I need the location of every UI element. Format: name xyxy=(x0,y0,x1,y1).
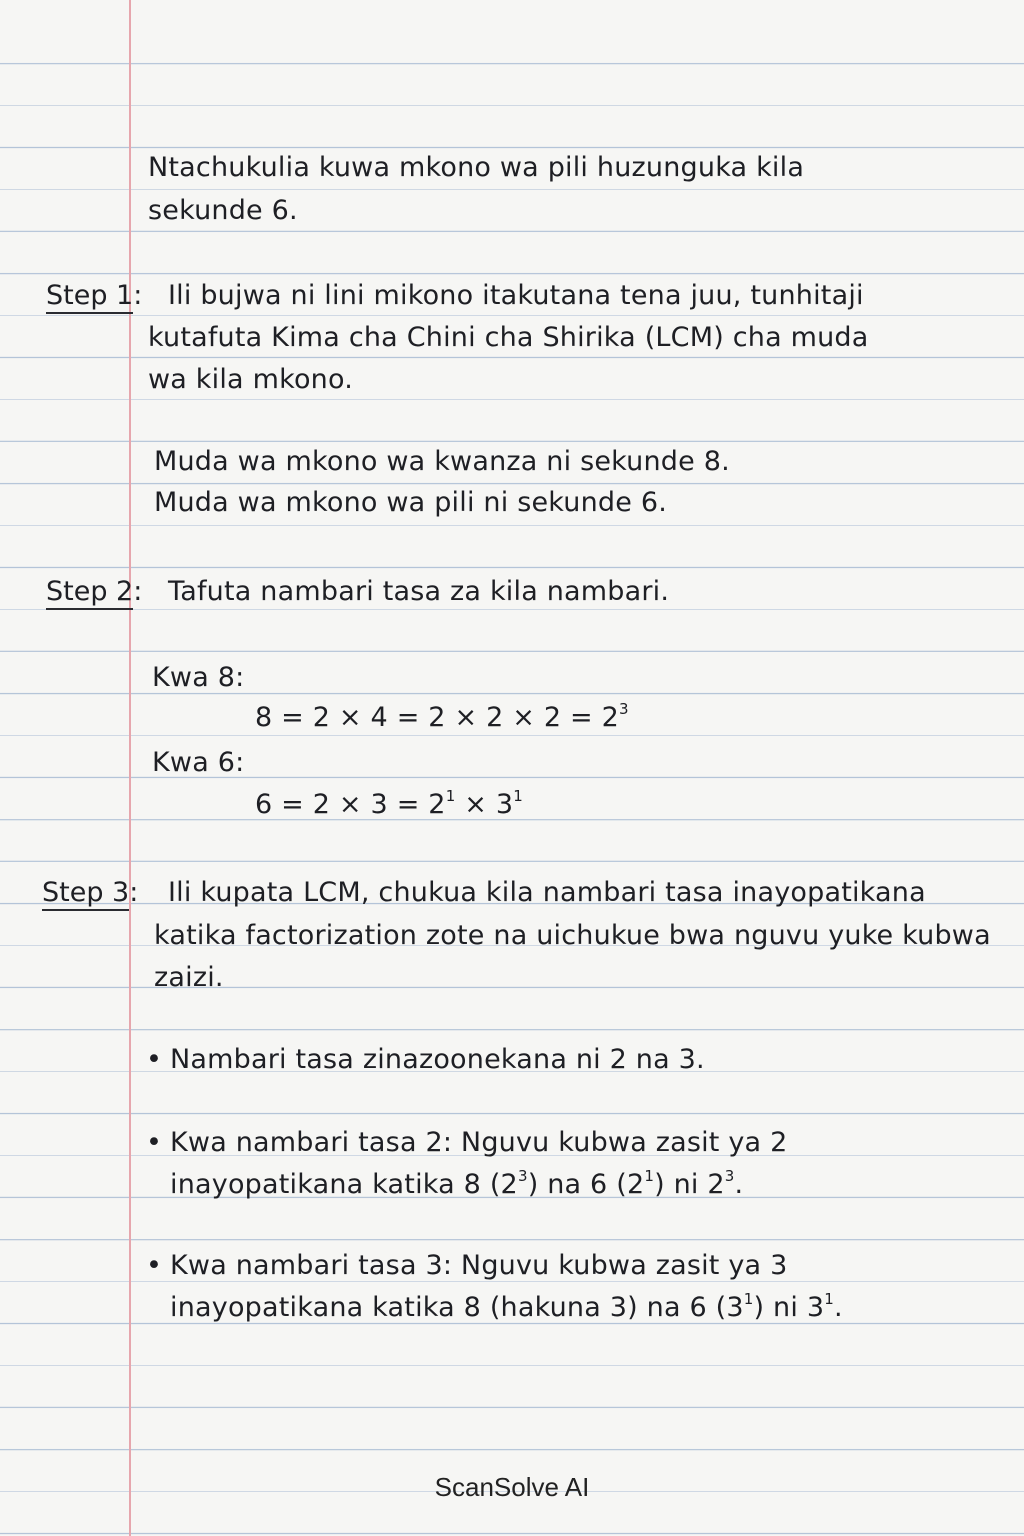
footer-brand: ScanSolve AI xyxy=(434,1472,590,1502)
factorization-8-exponent: 3 xyxy=(618,700,629,718)
bullet-3-line-1 xyxy=(146,1245,787,1287)
step-3-label: Step 3: xyxy=(42,872,138,914)
step-3-line-1: Ili kupata LCM, chukua kila nambari tasa inayopatikana xyxy=(168,877,926,908)
bullet-2-text-c: ) ni 2 xyxy=(654,1169,725,1200)
bullet-3-line-2 xyxy=(170,1287,843,1329)
step-1-line-2: kutafuta Kima cha Chini cha Shirika (LCM) cha muda xyxy=(148,322,869,353)
bullet-2-exp-2: 1 xyxy=(644,1167,655,1185)
kwa-8-label: Kwa 8: xyxy=(152,662,245,693)
factorization-6-text-b: × 3 xyxy=(455,789,514,820)
bullet-2-exp-1: 3 xyxy=(517,1167,528,1185)
factorization-6-text-a: 6 = 2 × 3 = 2 xyxy=(255,789,446,820)
kwa-6-label: Kwa 6: xyxy=(152,747,245,778)
bullet-2-text-a: inayopatikana katika 8 (2 xyxy=(170,1169,518,1200)
factorization-8-text: 8 = 2 × 4 = 2 × 2 × 2 = 2 xyxy=(255,702,619,733)
step-1-line-5: Muda wa mkono wa pili ni sekunde 6. xyxy=(154,487,668,518)
step-3-line-3: zaizi. xyxy=(154,962,224,993)
step-3-label-text: Step 3 xyxy=(42,877,129,911)
bullet-2-text-b: ) na 6 (2 xyxy=(527,1169,645,1200)
factorization-6-exp-1: 1 xyxy=(445,787,456,805)
step-1-label-text: Step 1 xyxy=(46,280,133,314)
bullet-dot: • xyxy=(146,1044,163,1075)
bullet-3-line-1-text: Kwa nambari tasa 3: Nguvu kubwa zasit ya 3 xyxy=(170,1250,788,1281)
bullet-3-text-a: inayopatikana katika 8 (hakuna 3) na 6 (3 xyxy=(170,1292,744,1323)
bullet-1 xyxy=(146,1039,705,1081)
bullet-2-line-2 xyxy=(170,1164,743,1206)
intro-line-2: sekunde 6. xyxy=(148,195,298,226)
intro-line-1: Ntachukulia kuwa mkono wa pili huzunguka kila xyxy=(148,152,805,183)
factorization-6 xyxy=(255,784,523,826)
bullet-3-exp-2: 1 xyxy=(824,1290,834,1308)
bullet-2-exp-3: 3 xyxy=(724,1167,735,1185)
factorization-6-exp-2: 1 xyxy=(513,787,523,805)
bullet-3-text-c: . xyxy=(833,1292,843,1323)
bullet-dot: • xyxy=(146,1127,163,1158)
factorization-8 xyxy=(255,697,629,739)
step-3-line-2: katika factorization zote na uichukue bwa nguvu yuke kubwa xyxy=(154,920,991,951)
bullet-3-text-b: ) ni 3 xyxy=(753,1292,825,1323)
step-1-line-1: Ili bujwa ni lini mikono itakutana tena juu, tunhitaji xyxy=(168,280,864,311)
step-2-text: Tafuta nambari tasa za kila nambari. xyxy=(168,576,670,607)
bullet-dot: • xyxy=(146,1250,163,1281)
step-2-label: Step 2: xyxy=(46,571,142,613)
bullet-2-line-1-text: Kwa nambari tasa 2: Nguvu kubwa zasit ya 2 xyxy=(170,1127,788,1158)
margin-line xyxy=(129,0,131,1536)
bullet-1-text: Nambari tasa zinazoonekana ni 2 na 3. xyxy=(170,1044,705,1075)
bullet-2-text-d: . xyxy=(734,1169,744,1200)
bullet-3-exp-1: 1 xyxy=(743,1290,754,1308)
step-1-line-3: wa kila mkono. xyxy=(148,364,354,395)
bullet-2-line-1 xyxy=(146,1122,787,1164)
step-1-label: Step 1: xyxy=(46,275,142,317)
step-1-line-4: Muda wa mkono wa kwanza ni sekunde 8. xyxy=(154,446,730,477)
step-2-label-text: Step 2 xyxy=(46,576,133,610)
